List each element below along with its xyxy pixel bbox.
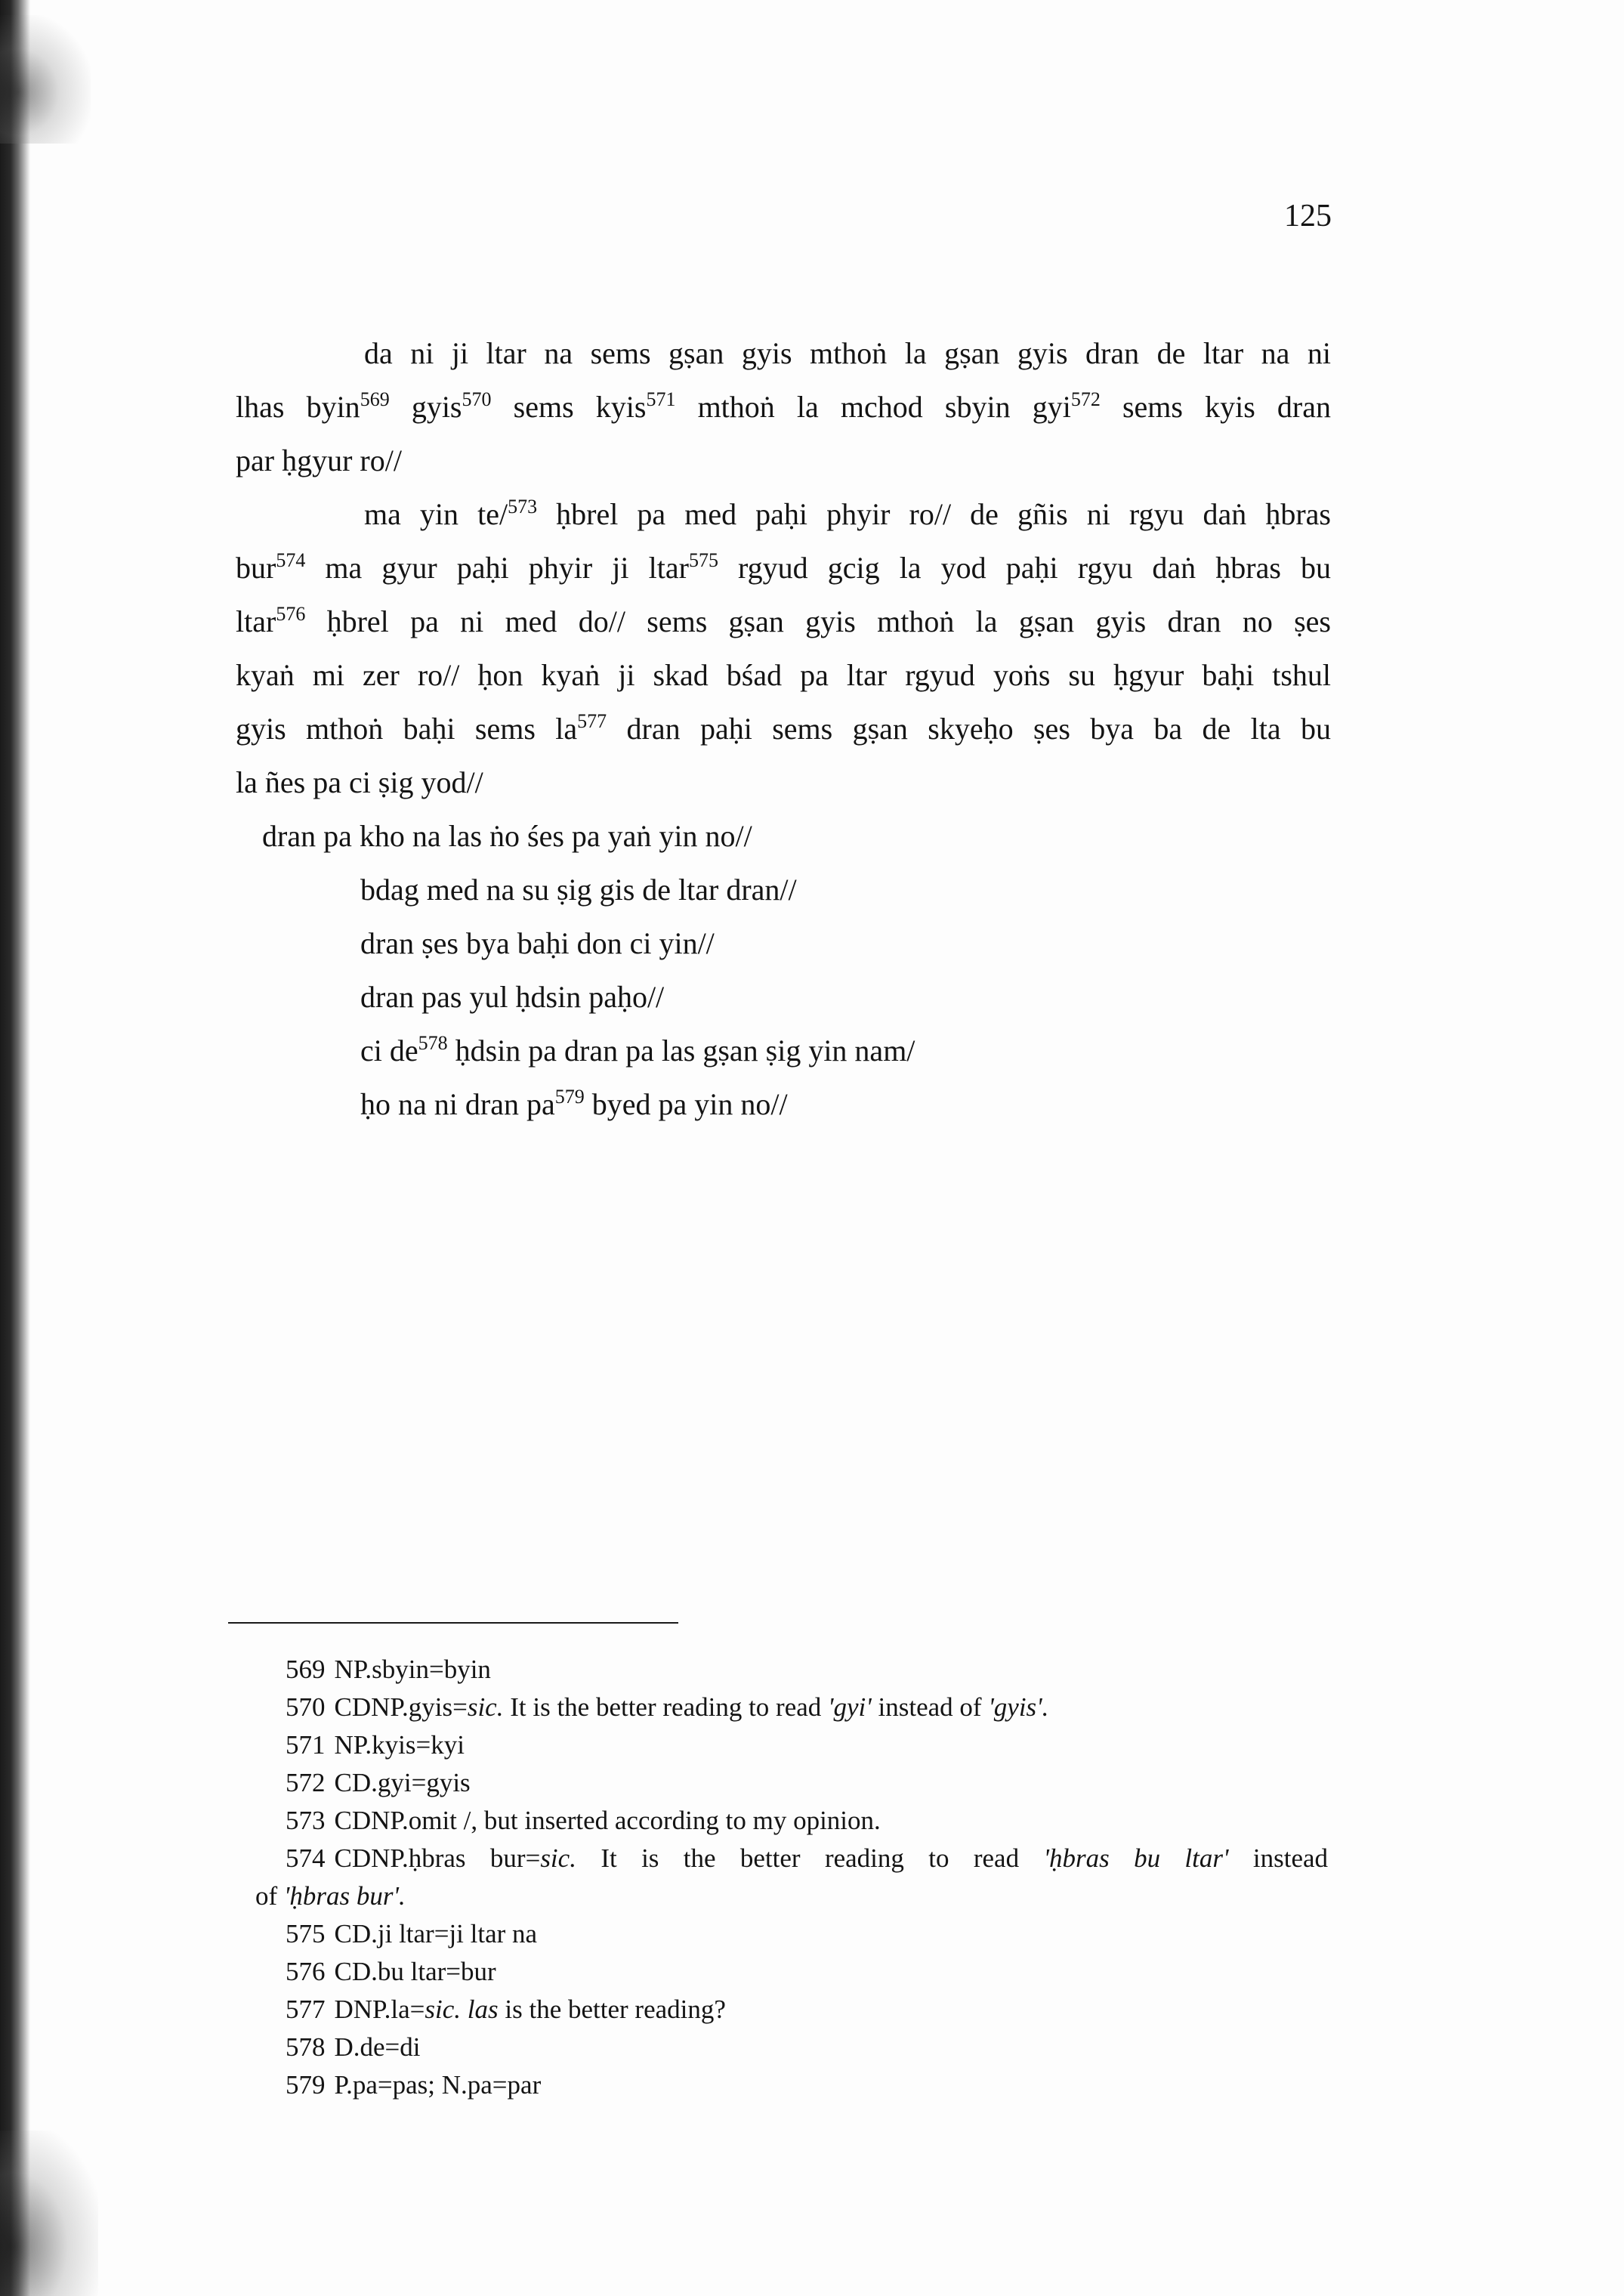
quoted-reading: 'gyi' (828, 1692, 872, 1722)
footnote-number: 573 (286, 1806, 326, 1835)
paragraph-2-line-3 (236, 595, 1331, 648)
verse-line-5 (236, 1077, 1331, 1131)
text-span: dran paḥi sems gṣan skyeḥo ṣes bya ba de lta bu (607, 712, 1332, 746)
footnote-576 (255, 1953, 1328, 1991)
footnote-number: 578 (286, 2032, 326, 2062)
footnote-ref: 578 (418, 1032, 448, 1054)
binding-shadow (0, 0, 30, 2296)
footnote-579 (255, 2066, 1328, 2104)
text-span: ḥbrel pa ni med do// sems gṣan gyis mthoṅ la gṣan gyis dran no ṣes (305, 604, 1331, 638)
footnote-578 (255, 2029, 1328, 2066)
footnote-text: P.pa=pas; N.pa=par (334, 2070, 542, 2100)
footnote-text: CDNP.omit /, but inserted according to my opinion. (334, 1806, 881, 1835)
footnote-text: instead of (871, 1692, 989, 1722)
footnote-ref: 570 (462, 388, 492, 410)
footnote-number: 574 (286, 1843, 326, 1873)
paragraph-1-line-3 (236, 434, 1331, 487)
footnote-574-continuation (255, 1877, 1328, 1915)
text-span: byed pa yin no// (584, 1087, 788, 1121)
verse-line-3 (236, 970, 1331, 1024)
text-span: ma gyur paḥi phyir ji ltar (305, 551, 689, 585)
text-span: ḥo na ni dran pa (360, 1087, 555, 1121)
footnote-572 (255, 1764, 1328, 1802)
footnote-577 (255, 1991, 1328, 2029)
paragraph-1-line-2 (236, 380, 1331, 434)
text-span: dran ṣes bya baḥi don ci yin// (360, 926, 715, 960)
footnote-ref: 577 (577, 710, 607, 732)
text-span: rgyud gcig la yod paḥi rgyu daṅ ḥbras bu (718, 551, 1332, 585)
text-span: gyis mthoṅ baḥi sems la (236, 712, 578, 746)
footnote-ref: 573 (508, 496, 538, 518)
footnote-number: 579 (286, 2070, 326, 2100)
footnote-number: 576 (286, 1957, 326, 1986)
verse-lead-line (262, 809, 1331, 863)
footnote-text: NP.kyis=kyi (334, 1730, 465, 1760)
footnote-ref: 574 (276, 549, 306, 571)
footnote-text: D.de=di (334, 2032, 421, 2062)
text-span: kyaṅ mi zer ro// ḥon kyaṅ ji skad bśad pa ltar rgyud yoṅs su ḥgyur baḥi tshul (236, 658, 1331, 692)
text-span: dran pas yul ḥdsin paḥo// (360, 980, 665, 1014)
sic-mark: sic. (425, 1995, 462, 2024)
footnote-ref: 575 (688, 549, 718, 571)
footnote-number: 577 (286, 1995, 326, 2024)
text-span: da ni ji ltar na sems gṣan gyis mthoṅ la gṣan gyis dran de ltar na ni (364, 336, 1331, 370)
footnote-text: NP.sbyin=byin (334, 1655, 491, 1684)
footnote-text: CDNP.gyis= (334, 1692, 468, 1722)
footnote-text: CD.ji ltar=ji ltar na (334, 1919, 538, 1948)
footnote-ref: 576 (276, 603, 306, 625)
footnote-574 (255, 1840, 1328, 1877)
text-span: mthoṅ la mchod sbyin gyi (675, 390, 1071, 424)
footnote-text: It is the better reading to read (576, 1843, 1044, 1873)
footnote-ref: 571 (646, 388, 676, 410)
footnote-ref: 569 (360, 388, 390, 410)
text-span: bur (236, 551, 276, 585)
footnotes (255, 1651, 1328, 2104)
text-span: la ñes pa ci ṣig yod// (236, 765, 483, 799)
quoted-reading: 'ḥbras bu ltar' (1043, 1843, 1229, 1873)
paragraph-1-line-1 (236, 326, 1331, 380)
paragraph-2-line-2 (236, 541, 1331, 595)
footnote-text: CD.bu ltar=bur (334, 1957, 496, 1986)
footnote-569 (255, 1651, 1328, 1689)
footnote-number: 575 (286, 1919, 326, 1948)
text-span: lhas byin (236, 390, 360, 424)
footnote-ref: 572 (1070, 388, 1101, 410)
paragraph-2-line-1 (236, 487, 1331, 541)
footnote-text: It is the better reading to read (503, 1692, 829, 1722)
text-span: gyis (389, 390, 462, 424)
footnote-separator (228, 1622, 678, 1624)
text-span: ḥdsin pa dran pa las gṣan ṣig yin nam/ (447, 1034, 915, 1068)
quoted-reading: las (467, 1995, 499, 2024)
footnote-text: of (255, 1881, 284, 1911)
text-span: ci de (360, 1034, 418, 1068)
text-span: dran pa kho na las ṅo śes pa yaṅ yin no// (262, 819, 752, 853)
footnote-number: 570 (286, 1692, 326, 1722)
paragraph-2-line-6 (236, 756, 1331, 809)
footnote-number: 572 (286, 1768, 326, 1797)
footnote-text: CD.gyi=gyis (334, 1768, 471, 1797)
text-span: sems kyis (491, 390, 647, 424)
page-number: 125 (1284, 199, 1332, 233)
footnote-number: 569 (286, 1655, 326, 1684)
footnote-570 (255, 1689, 1328, 1726)
text-span: ltar (236, 604, 276, 638)
paragraph-2-line-4 (236, 648, 1331, 702)
sic-mark: sic. (467, 1692, 504, 1722)
footnote-text: CDNP.ḥbras bur= (334, 1843, 541, 1873)
verse-line-4 (236, 1024, 1331, 1077)
text-span: bdag med na su ṣig gis de ltar dran// (360, 873, 797, 907)
footnote-575 (255, 1915, 1328, 1953)
verse-line-2 (236, 916, 1331, 970)
text-span: par ḥgyur ro// (236, 443, 402, 477)
quoted-reading: 'gyis'. (988, 1692, 1049, 1722)
footnote-number: 571 (286, 1730, 326, 1760)
footnote-text: is the better reading? (498, 1995, 726, 2024)
footnote-571 (255, 1726, 1328, 1764)
footnote-text: DNP.la= (334, 1995, 425, 2024)
binding-shadow-top (0, 15, 91, 144)
binding-shadow-bottom (0, 2131, 98, 2296)
verse-line-1 (236, 863, 1331, 916)
text-span: ma yin te/ (364, 497, 508, 531)
footnote-ref: 579 (554, 1086, 585, 1108)
footnote-573 (255, 1802, 1328, 1840)
quoted-reading: 'ḥbras bur'. (283, 1881, 406, 1911)
sic-mark: sic. (540, 1843, 576, 1873)
paragraph-2-line-5 (236, 702, 1331, 756)
text-span: sems kyis dran (1100, 390, 1331, 424)
footnote-text: instead (1228, 1843, 1329, 1873)
text-span: ḥbrel pa med paḥi phyir ro// de gñis ni rgyu daṅ ḥbras (537, 497, 1331, 531)
body-text (236, 326, 1331, 1131)
